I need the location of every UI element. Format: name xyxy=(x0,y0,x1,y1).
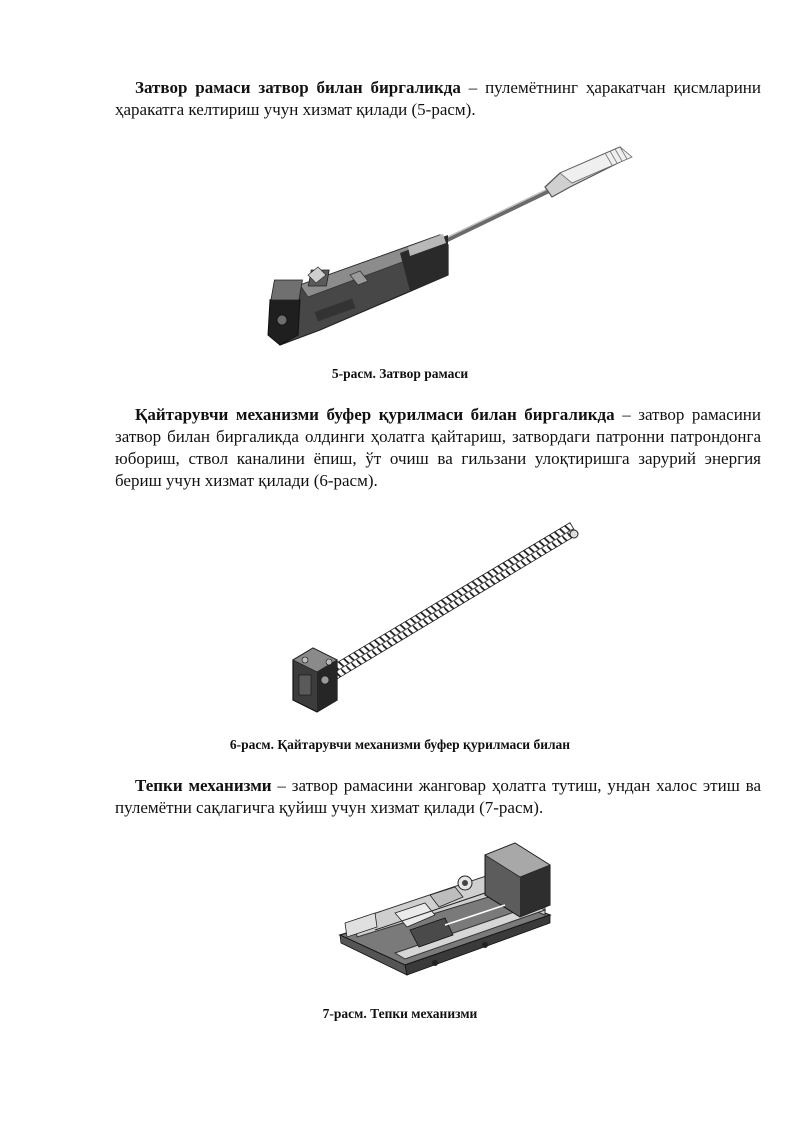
paragraph-bolt-carrier xyxy=(115,77,761,121)
paragraph-recoil-mechanism xyxy=(115,404,761,492)
paragraph-body: – затвор рамасини затвор билан биргаликда олдинги ҳолатга қайтариш, затвордаги патронни патрондонга юбориш, ствол каналини ёпиш, ўт очиш ва гильзани улоқтиришга зарурий энергия бериш учун хизмат қилади (6-расм). xyxy=(115,405,762,490)
paragraph-body: – затвор рамасини жанговар ҳолатга тутиш, ундан халос этиш ва пулемётни сақлагичга қуйиш учун хизмат қилади (7-расм). xyxy=(115,776,761,817)
paragraph-body: – пулемётнинг ҳаракатчан қисмларини ҳаракатга келтириш учун хизмат қилади (5-расм). xyxy=(115,78,761,119)
paragraph-trigger-mechanism xyxy=(115,775,761,819)
trigger-mechanism-image xyxy=(335,835,555,985)
paragraph-lead: Қайтарувчи механизми буфер қурилмаси билан биргаликда xyxy=(135,405,615,424)
bolt-carrier-image xyxy=(260,135,640,360)
figure-caption: 5-расм. Затвор рамаси xyxy=(331,366,469,381)
figure-caption: 7-расм. Тепки механизми xyxy=(322,1006,478,1021)
paragraph-lead: Тепки механизми xyxy=(135,776,272,795)
figure-caption: 6-расм. Қайтарувчи механизми буфер қурилмаси билан xyxy=(229,737,571,752)
paragraph-lead: Затвор рамаси затвор билан биргаликда xyxy=(135,78,461,97)
recoil-mechanism-image xyxy=(285,520,595,720)
